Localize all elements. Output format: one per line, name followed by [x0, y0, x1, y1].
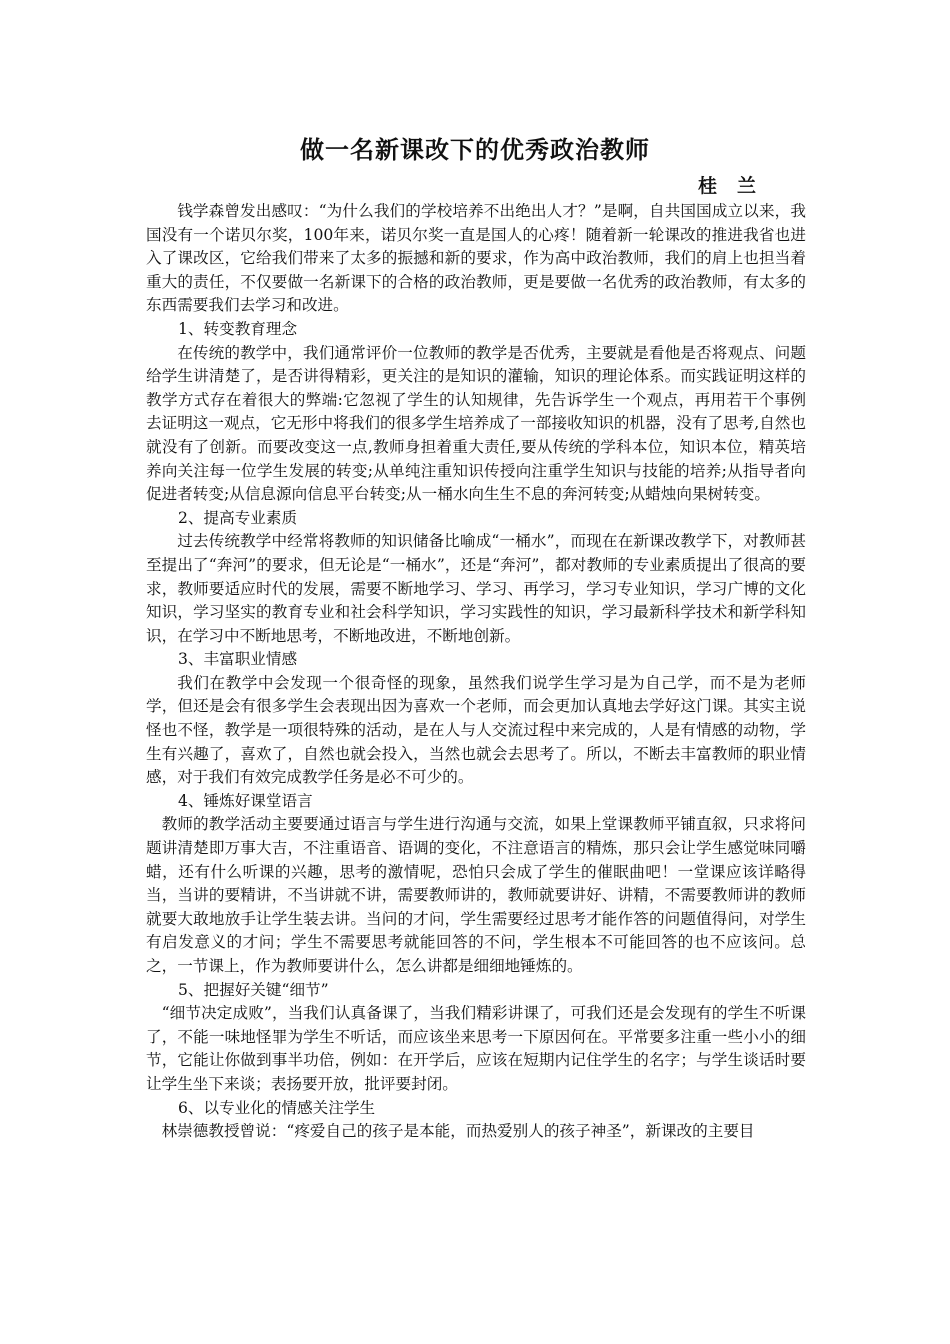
- section-heading-6: 6、以专业化的情感关注学生: [178, 1098, 376, 1117]
- section-paragraph-6: 林崇德教授曾说：“疼爱自己的孩子是本能，而热爱别人的孩子神圣”，新课改的主要目: [161, 1122, 755, 1141]
- section-heading-3: 3、丰富职业情感: [178, 650, 298, 669]
- document-title: 做一名新课改下的优秀政治教师: [300, 136, 650, 164]
- intro-paragraph: 钱学森曾发出感叹：“为什么我们的学校培养不出绝出人才？”是啊，自共国国成立以来，我国没有一个诺贝尔奖，100年来，诺贝尔奖一直是国人的心疼！随着新一轮课改的推进我省也进入了课改区，它给我们带来了太多的振撼和新的要求，作为高中政治教师，我们的肩上也担当着重大的责任，不仅要做一名新课下的合格的政治教师，更是要做一名优秀的政治教师，有太多的东西需要我们去学习和改进。: [146, 202, 806, 315]
- section-paragraph-4: 教师的教学活动主要要通过语言与学生进行沟通与交流，如果上堂课教师平铺直叙，只求将问题讲清楚即万事大吉，不注重语音、语调的变化，不注意语言的精炼，那只会让学生感觉味同嚼蜡，还有什么听课的兴趣，思考的激情呢，恐怕只会成了学生的催眠曲吧！一堂课应该详略得当，当讲的要精讲，不当讲就不讲，需要教师讲的，教师就要讲好、讲精，不需要教师讲的教师就要大敢地放手让学生装去讲。当问的才问，学生需要经过思考才能作答的问题值得问，对学生有启发意义的才问；学生不需要思考就能回答的不问，学生根本不可能回答的也不应该问。总之，一节课上，作为教师要讲什么，怎么讲都是细细地锤炼的。: [146, 815, 806, 975]
- section-paragraph-2: 过去传统教学中经常将教师的知识储备比喻成“一桶水”，而现在在新课改教学下，对教师甚至提出了“奔河”的要求，但无论是“一桶水”，还是“奔河”，都对教师的专业素质提出了很高的要求，教师要适应时代的发展，需要不断地学习、学习、再学习，学习专业知识，学习广博的文化知识，学习坚实的教育专业和社会科学知识，学习实践性的知识，学习最新科学技术和新学科知识，在学习中不断地思考，不断地改进，不断地创新。: [146, 532, 806, 645]
- section-paragraph-5: “细节决定成败”，当我们认真备课了，当我们精彩讲课了，可我们还是会发现有的学生不听课了，不能一味地怪罪为学生不听话，而应该坐来思考一下原因何在。平常要多注重一些小小的细节，它能让你做到事半功倍，例如：在开学后，应该在短期内记住学生的名字；与学生谈话时要让学生坐下来谈；表扬要开放，批评要封闭。: [146, 1004, 806, 1093]
- document-author: 桂兰: [698, 175, 777, 197]
- section-heading-1: 1、转变教育理念: [178, 319, 298, 338]
- section-paragraph-1: 在传统的教学中，我们通常评价一位教师的教学是否优秀，主要就是看他是否将观点、问题给学生讲清楚了，是否讲得精彩，更关注的是知识的灌输，知识的理论体系。而实践证明这样的教学方式存在着很大的弊端:它忽视了学生的认知规律，先告诉学生一个观点，再用若干个事例去证明这一观点，它无形中将我们的很多学生培养成了一部接收知识的机器，没有了思考,自然也就没有了创新。而要改变这一点,教师身担着重大责任,要从传统的学科本位，知识本位，精英培养向关注每一位学生发展的转变;从单纯注重知识传授向注重学生知识与技能的培养;从指导者向促进者转变;从信息源向信息平台转变;从一桶水向生生不息的奔河转变;从蜡烛向果树转变。: [146, 343, 806, 504]
- section-paragraph-3: 我们在教学中会发现一个很奇怪的现象，虽然我们说学生学习是为自己学，而不是为老师学，但还是会有很多学生会表现出因为喜欢一个老师，而会更加认真地去学好这门课。其实主说怪也不怪，教学是一项很特殊的活动，是在人与人交流过程中来完成的，人是有情感的动物，学生有兴趣了，喜欢了，自然也就会投入，当然也就会去思考了。所以，不断去丰富教师的职业情感，对于我们有效完成教学任务是必不可少的。: [146, 673, 806, 787]
- section-heading-4: 4、锤炼好课堂语言: [178, 791, 313, 810]
- document-body: [146, 200, 806, 1144]
- section-heading-2: 2、提高专业素质: [178, 508, 298, 527]
- section-heading-5: 5、把握好关键“细节”: [178, 980, 329, 999]
